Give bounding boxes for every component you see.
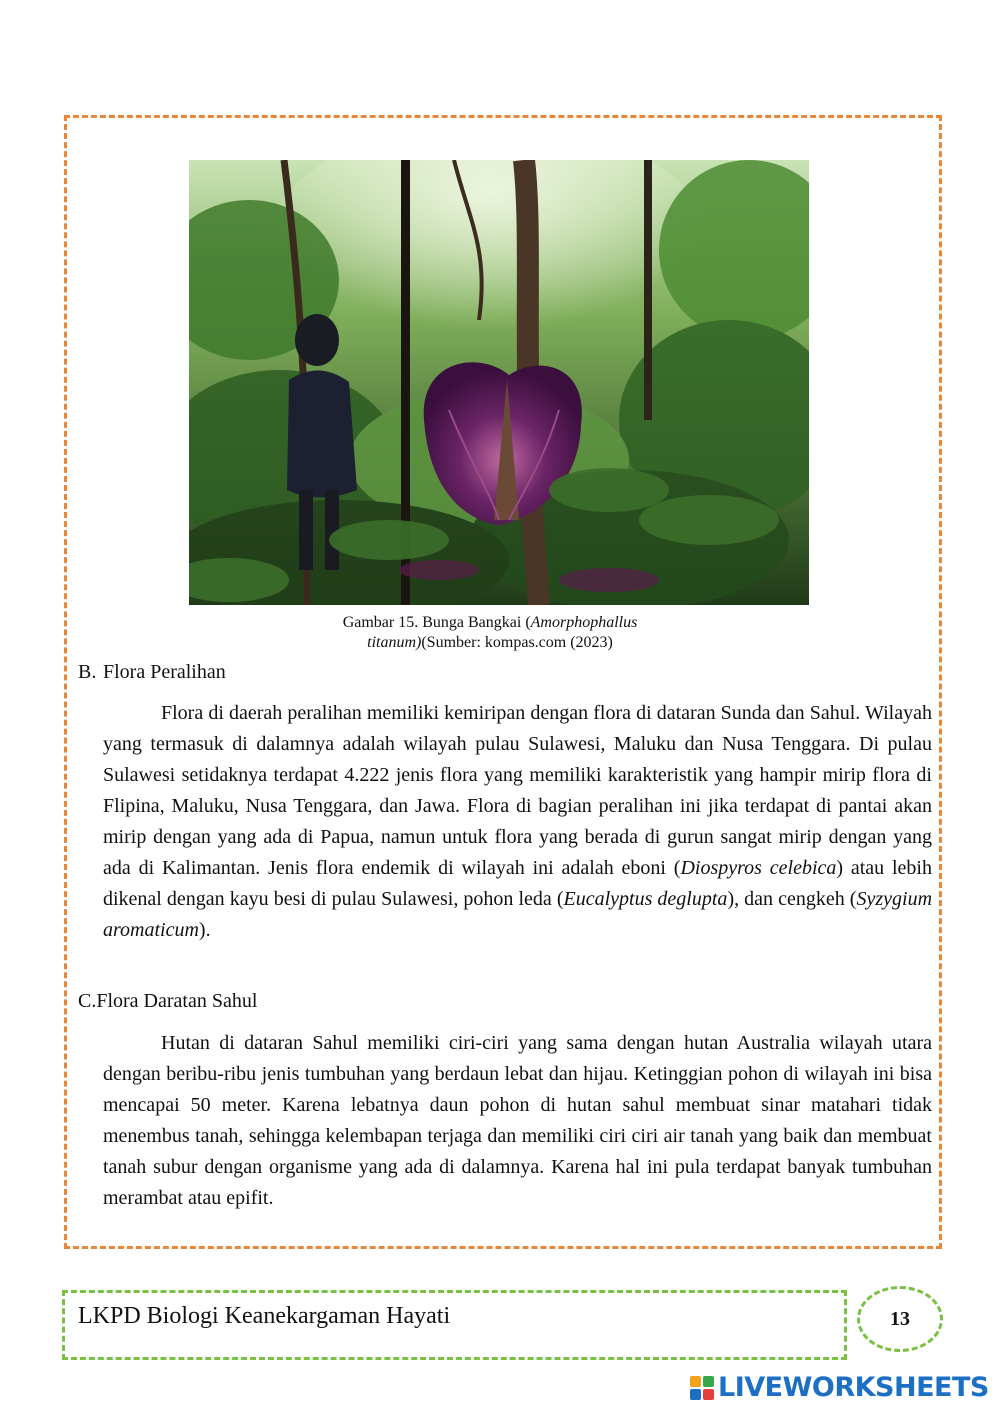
caption-source: (Sumber: kompas.com (2023) [421,634,613,651]
section-letter: C. [78,990,97,1012]
species-name: Eucalyptus deglupta [563,888,728,910]
species-name: Diospyros celebica [680,857,837,879]
section-paragraph-c [103,1028,932,1214]
section-paragraph-b [103,698,932,946]
figure-caption [250,613,730,653]
liveworksheets-logo-icon [690,1376,714,1400]
section-heading-c [78,988,257,1014]
brand-logo[interactable] [690,1372,989,1403]
section-title: Flora Daratan Sahul [96,990,258,1012]
figure-photo-bunga-bangkai [189,160,809,605]
section-letter: B. [78,661,97,683]
caption-species-epithet: titanum) [367,634,422,651]
caption-text: Gambar 15. Bunga Bangkai ( [342,614,531,631]
section-heading-b [78,659,226,685]
forest-photo-illustration [189,160,809,605]
species-name: Syzygium aromaticum [103,888,933,941]
page-number: 13 [890,1307,910,1330]
caption-species-genus: Amorphophallus [530,614,638,631]
page-number-badge [857,1286,943,1352]
paragraph-text: ), dan cengkeh ( [727,888,857,910]
brand-name: LIVEWORKSHEETS [718,1372,989,1403]
paragraph-text: ). [198,919,211,941]
footer-title: LKPD Biologi Keanekargaman Hayati [78,1303,451,1329]
paragraph-text: Hutan di dataran Sahul memiliki ciri-ciri yang sama dengan hutan Australia wilayah utara dengan beribu-ribu jenis tumbuhan yang berdaun lebat dan hijau. Ketinggian pohon di wilayah ini bisa mencapai 50 meter. Karena lebatnya daun pohon di hutan sahul membuat sinar matahari tidak menembus tanah, sehingga kelembapan terjaga dan memiliki ciri ciri air tanah yang baik dan membuat tanah subur dengan organisme yang ada di dalamnya. Karena hal ini pula terdapat banyak tumbuhan merambat atau epifit. [103,1032,932,1209]
section-title: Flora Peralihan [103,661,226,683]
paragraph-text: ) atau lebih dikenal dengan kayu besi di pulau Sulawesi, pohon leda ( [103,857,932,910]
paragraph-text: Flora di daerah peralihan memiliki kemiripan dengan flora di dataran Sunda dan Sahul. Wilayah yang termasuk di dalamnya adalah wilayah pulau Sulawesi, Maluku dan Nusa Tenggara. Di pulau Sulawesi setidaknya terdapat 4.222 jenis flora yang memiliki karakteristik yang hampir mirip flora di Flipina, Maluku, Nusa Tenggara, dan Jawa. Flora di bagian peralihan ini jika terdapat di pantai akan mirip dengan yang ada di Papua, namun untuk flora yang berada di gurun sangat mirip dengan yang ada di Kalimantan. Jenis flora endemik di wilayah ini adalah eboni ( [103,702,932,879]
